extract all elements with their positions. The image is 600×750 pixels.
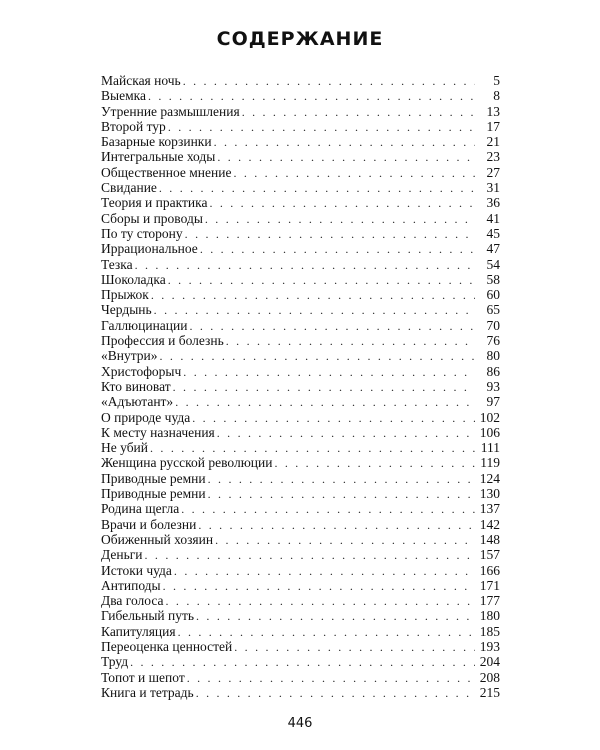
toc-entry-title: Тезка xyxy=(101,256,133,272)
toc-entry xyxy=(101,593,500,608)
toc-entry xyxy=(101,654,500,669)
dot-leader xyxy=(151,288,475,303)
toc-entry-page-number: 180 xyxy=(479,608,500,624)
toc-entry xyxy=(101,563,500,578)
toc-entry-page-number: 124 xyxy=(479,470,500,486)
dot-leader xyxy=(208,487,475,502)
toc-entry-title: Обиженный хозяин xyxy=(101,531,214,547)
toc-entry-title: Книга и тетрадь xyxy=(101,684,194,700)
toc-entry-title: Истоки чуда xyxy=(101,562,172,578)
toc-entry-title: «Внутри» xyxy=(101,348,158,364)
toc-entry xyxy=(101,211,500,226)
dot-leader xyxy=(200,242,475,257)
toc-entry xyxy=(101,104,500,119)
toc-entry-page-number: 60 xyxy=(486,287,500,303)
toc-entry xyxy=(101,455,500,470)
toc-entry-page-number: 106 xyxy=(479,424,500,440)
dot-leader xyxy=(168,120,475,135)
toc-entry-page-number: 23 xyxy=(486,149,500,165)
dot-leader xyxy=(209,196,475,211)
toc-entry-title: Антиподы xyxy=(101,577,161,593)
toc-entry xyxy=(101,410,500,425)
toc-entry-page-number: 102 xyxy=(479,409,500,425)
toc-entry-page-number: 5 xyxy=(493,73,500,88)
toc-entry-title: Приводные ремни xyxy=(101,470,206,486)
toc-entry-title: К месту назначения xyxy=(101,424,215,440)
dot-leader xyxy=(205,212,475,227)
toc-entry xyxy=(101,379,500,394)
toc-entry xyxy=(101,425,500,440)
toc-entry-page-number: 8 xyxy=(493,88,500,104)
toc-entry xyxy=(101,348,500,363)
toc-entry xyxy=(101,624,500,639)
dot-leader xyxy=(233,166,475,181)
toc-entry-page-number: 80 xyxy=(486,348,500,364)
toc-entry xyxy=(101,501,500,516)
toc-entry-title: Труд xyxy=(101,654,129,670)
toc-entry-title: Майская ночь xyxy=(101,73,181,88)
toc-entry xyxy=(101,287,500,302)
toc-entry xyxy=(101,517,500,532)
toc-entry-title: Кто виноват xyxy=(101,378,171,394)
toc-entry-page-number: 21 xyxy=(486,134,500,150)
toc-entry-page-number: 45 xyxy=(486,225,500,241)
dot-leader xyxy=(159,181,475,196)
dot-leader xyxy=(130,655,475,670)
dot-leader xyxy=(174,564,475,579)
toc-entry-title: Родина щегла xyxy=(101,501,180,517)
toc-entry-title: По ту сторону xyxy=(101,225,183,241)
toc-entry xyxy=(101,364,500,379)
dot-leader xyxy=(183,365,475,380)
dot-leader xyxy=(196,686,475,701)
toc-entry xyxy=(101,685,500,700)
toc-entry-page-number: 93 xyxy=(486,378,500,394)
toc-entry-title: Чердынь xyxy=(101,302,152,318)
toc-entry xyxy=(101,149,500,164)
toc-entry-page-number: 86 xyxy=(486,363,500,379)
toc-entry xyxy=(101,73,500,88)
toc-entry-title: Не убий xyxy=(101,440,149,456)
toc-entry-title: Утренние размышления xyxy=(101,103,240,119)
dot-leader xyxy=(215,533,475,548)
dot-leader xyxy=(234,640,475,655)
toc-entry-page-number: 41 xyxy=(486,210,500,226)
toc-entry-page-number: 193 xyxy=(479,638,500,654)
toc-entry xyxy=(101,165,500,180)
dot-leader xyxy=(163,579,475,594)
toc-entry xyxy=(101,486,500,501)
dot-leader xyxy=(214,135,475,150)
toc-entry xyxy=(101,134,500,149)
toc-entry-title: Профессия и болезнь xyxy=(101,333,224,349)
toc-entry-page-number: 17 xyxy=(486,118,500,134)
toc-entry-page-number: 130 xyxy=(479,486,500,502)
toc-entry-title: Капитуляция xyxy=(101,623,176,639)
toc-entry-title: Прыжок xyxy=(101,287,149,303)
toc-entry xyxy=(101,272,500,287)
dot-leader xyxy=(148,89,475,104)
toc-entry-title: Христофорыч xyxy=(101,363,182,379)
toc-entry xyxy=(101,547,500,562)
toc-entry xyxy=(101,88,500,103)
toc-entry-page-number: 148 xyxy=(479,531,500,547)
toc-entry-page-number: 97 xyxy=(486,394,500,410)
toc-entry-page-number: 185 xyxy=(479,623,500,639)
toc-entry xyxy=(101,440,500,455)
dot-leader xyxy=(154,303,475,318)
dot-leader xyxy=(166,594,475,609)
dot-leader xyxy=(226,334,475,349)
toc-entry-page-number: 119 xyxy=(480,455,500,471)
toc-entry-title: Гибельный путь xyxy=(101,608,195,624)
toc-heading: СОДЕРЖАНИЕ xyxy=(216,28,384,50)
toc-entry xyxy=(101,318,500,333)
toc-entry-title: О природе чуда xyxy=(101,409,191,425)
toc-entry-title: Приводные ремни xyxy=(101,486,206,502)
dot-leader xyxy=(183,74,475,89)
toc-entry-page-number: 65 xyxy=(486,302,500,318)
dot-leader xyxy=(181,502,475,517)
page-number: 446 xyxy=(287,716,313,731)
toc-entry xyxy=(101,471,500,486)
toc-entry-page-number: 31 xyxy=(486,180,500,196)
toc-entry xyxy=(101,578,500,593)
toc-entry-title: Топот и шепот xyxy=(101,669,185,685)
dot-leader xyxy=(178,625,475,640)
toc-entry-page-number: 54 xyxy=(486,256,500,272)
toc-entry xyxy=(101,195,500,210)
dot-leader xyxy=(185,227,475,242)
toc-entry xyxy=(101,532,500,547)
toc-entry-page-number: 208 xyxy=(479,669,500,685)
toc-entry-page-number: 111 xyxy=(480,440,500,456)
toc-entry-title: Базарные корзинки xyxy=(101,134,212,150)
toc-entry xyxy=(101,226,500,241)
toc-entry-title: Врачи и болезни xyxy=(101,516,197,532)
dot-leader xyxy=(274,456,475,471)
toc-list xyxy=(101,73,500,700)
toc-entry-page-number: 27 xyxy=(486,164,500,180)
dot-leader xyxy=(198,518,475,533)
toc-entry-title: Интегральные ходы xyxy=(101,149,216,165)
toc-entry-title: «Адъютант» xyxy=(101,394,174,410)
toc-entry-title: Иррациональное xyxy=(101,241,198,257)
toc-entry-title: Выемка xyxy=(101,88,146,104)
toc-entry-title: Переоценка ценностей xyxy=(101,638,233,654)
toc-entry-page-number: 215 xyxy=(479,684,500,700)
toc-entry-page-number: 47 xyxy=(486,241,500,257)
dot-leader xyxy=(175,395,475,410)
toc-entry-page-number: 76 xyxy=(486,333,500,349)
toc-entry xyxy=(101,257,500,272)
dot-leader xyxy=(208,472,475,487)
dot-leader xyxy=(160,349,475,364)
toc-entry xyxy=(101,639,500,654)
dot-leader xyxy=(189,319,475,334)
dot-leader xyxy=(196,609,475,624)
toc-entry-page-number: 166 xyxy=(479,562,500,578)
dot-leader xyxy=(187,671,475,686)
toc-entry-title: Шоколадка xyxy=(101,271,166,287)
toc-entry xyxy=(101,241,500,256)
toc-entry xyxy=(101,608,500,623)
dot-leader xyxy=(135,258,475,273)
dot-leader xyxy=(168,273,475,288)
toc-entry-page-number: 204 xyxy=(479,654,500,670)
toc-entry-title: Теория и практика xyxy=(101,195,208,211)
dot-leader xyxy=(192,411,475,426)
toc-entry-page-number: 70 xyxy=(486,317,500,333)
toc-entry-page-number: 142 xyxy=(479,516,500,532)
toc-entry xyxy=(101,302,500,317)
dot-leader xyxy=(150,441,475,456)
toc-entry xyxy=(101,119,500,134)
toc-entry-page-number: 157 xyxy=(479,547,500,563)
toc-entry xyxy=(101,670,500,685)
toc-entry-page-number: 13 xyxy=(486,103,500,119)
toc-entry-title: Два голоса xyxy=(101,593,164,609)
toc-entry-page-number: 177 xyxy=(479,593,500,609)
dot-leader xyxy=(145,548,475,563)
toc-entry-page-number: 36 xyxy=(486,195,500,211)
toc-entry-title: Второй тур xyxy=(101,118,166,134)
toc-entry-title: Галлюцинации xyxy=(101,317,188,333)
toc-entry xyxy=(101,394,500,409)
toc-entry-title: Общественное мнение xyxy=(101,164,232,180)
toc-entry xyxy=(101,333,500,348)
toc-entry-title: Женщина русской революции xyxy=(101,455,273,471)
toc-entry xyxy=(101,180,500,195)
toc-entry-title: Деньги xyxy=(101,547,143,563)
dot-leader xyxy=(242,105,475,120)
dot-leader xyxy=(217,426,475,441)
toc-entry-page-number: 137 xyxy=(479,501,500,517)
toc-entry-page-number: 58 xyxy=(486,271,500,287)
dot-leader xyxy=(217,150,475,165)
dot-leader xyxy=(173,380,475,395)
toc-entry-title: Сборы и проводы xyxy=(101,210,203,226)
toc-entry-title: Свидание xyxy=(101,180,157,196)
toc-entry-page-number: 171 xyxy=(479,577,500,593)
